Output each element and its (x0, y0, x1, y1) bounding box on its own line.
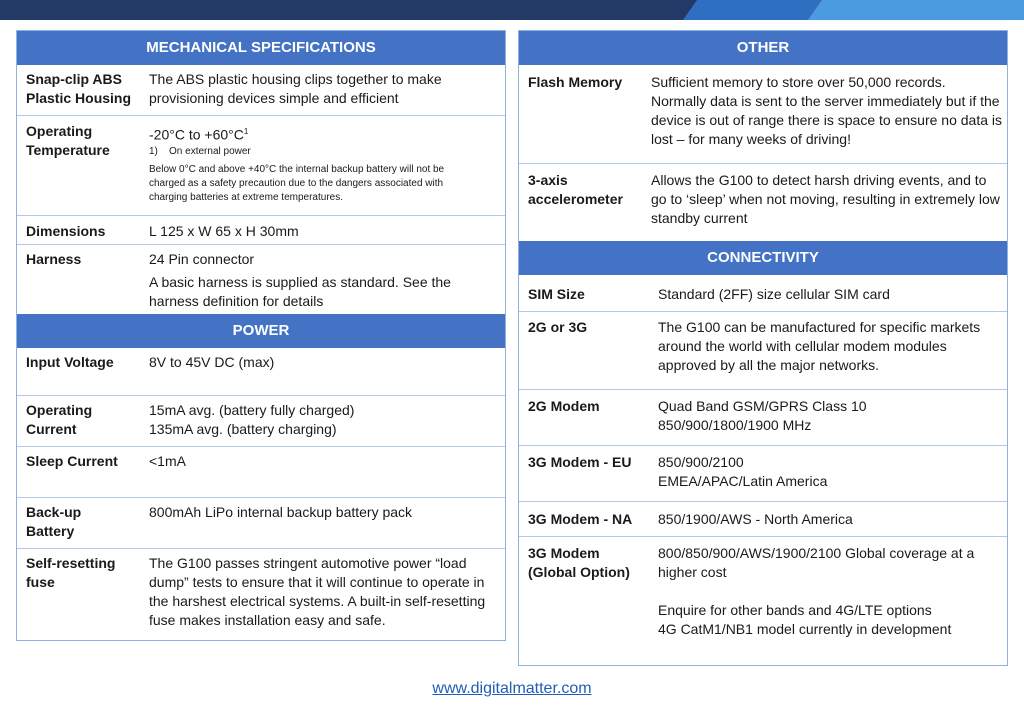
spec-value: Allows the G100 to detect harsh driving events, and to go to ‘sleep’ when not moving, resulting in extremely low standby current (651, 172, 1000, 226)
spec-value: 850/900/1800/1900 MHz (658, 417, 812, 433)
spec-row-3g-modem-eu (519, 445, 1007, 501)
spec-row-2g-3g (519, 311, 1007, 389)
spec-value: Sufficient memory to store over 50,000 records. Normally data is sent to the server immediately but if the device is out of range there is space to ensure no data is lost – for many weeks of driving! (651, 74, 1002, 147)
spec-value: 850/1900/AWS - North America (658, 511, 853, 527)
spec-row-accelerometer (519, 163, 1007, 239)
spec-label: Snap-clip ABS Plastic Housing (26, 71, 132, 106)
left-spec-panel (16, 30, 506, 641)
spec-value: Standard (2FF) size cellular SIM card (658, 286, 890, 302)
spec-row-dimensions (17, 215, 505, 244)
footnote (149, 145, 499, 159)
spec-value (149, 122, 499, 145)
spec-row-sim-size (519, 275, 1007, 311)
banner-accent (683, 0, 827, 20)
spec-value: The G100 passes stringent automotive power “load dump” tests to ensure that it will continue to operate in the harshest electrical systems. A built-in self-resetting fuse makes installation easy and safe. (149, 555, 486, 628)
spec-label: 3G Modem - NA (528, 511, 633, 527)
spec-row-flash-memory (519, 65, 1007, 163)
other-section-header: OTHER (519, 31, 1007, 65)
spec-row-input-voltage (17, 348, 505, 395)
spec-value: <1mA (149, 453, 186, 469)
spec-label: 2G or 3G (528, 319, 588, 335)
connectivity-section-header: CONNECTIVITY (519, 241, 1007, 275)
spec-value: 800/850/900/AWS/1900/2100 Global coverage at a higher cost (658, 545, 975, 580)
spec-value: L 125 x W 65 x H 30mm (149, 223, 299, 239)
spec-label: Input Voltage (26, 354, 114, 370)
spec-label: 2G Modem (528, 398, 600, 414)
website-link[interactable]: www.digitalmatter.com (432, 680, 592, 697)
spec-label: Operating Temperature (26, 123, 110, 158)
top-banner (0, 0, 1024, 20)
spec-row-fuse (17, 548, 505, 641)
footnote-number: 1) (149, 146, 158, 157)
spec-row-3g-modem-na (519, 501, 1007, 536)
spec-value: The G100 can be manufactured for specific markets around the world with cellular modem modules approved by all the major networks. (658, 319, 981, 373)
spec-row-harness (17, 244, 505, 314)
spec-value: 135mA avg. (battery charging) (149, 421, 337, 437)
spec-label: 3G Modem (Global Option) (528, 545, 630, 580)
spec-row-sleep-current (17, 446, 505, 497)
spec-row-3g-modem-global (519, 536, 1007, 666)
spec-value: Quad Band GSM/GPRS Class 10 (658, 398, 867, 414)
mechanical-section-header: MECHANICAL SPECIFICATIONS (17, 31, 505, 65)
spec-label: 3G Modem - EU (528, 454, 632, 470)
spec-label: Self-resetting fuse (26, 555, 116, 590)
banner-accent (808, 0, 1024, 20)
spec-value: 8V to 45V DC (max) (149, 354, 275, 370)
temperature-range: -20°C to +60°C (149, 126, 244, 143)
spec-value: 850/900/2100 (658, 454, 744, 470)
spec-value: 4G CatM1/NB1 model currently in development (658, 621, 952, 637)
spec-label: SIM Size (528, 286, 585, 302)
right-spec-panel (518, 30, 1008, 666)
spec-value: A basic harness is supplied as standard. See the harness definition for details (149, 274, 451, 309)
power-section-header: POWER (17, 314, 505, 348)
spec-label: Harness (26, 251, 82, 267)
spec-value: 15mA avg. (battery fully charged) (149, 402, 355, 418)
spec-row-2g-modem (519, 389, 1007, 445)
spec-label: Back-up Battery (26, 504, 82, 539)
footnote-marker: 1 (243, 127, 249, 136)
spec-label: Sleep Current (26, 453, 118, 469)
spec-value: 800mAh LiPo internal backup battery pack (149, 504, 413, 520)
spec-label: Operating Current (26, 402, 93, 437)
spec-row-backup-battery (17, 497, 505, 548)
spec-value: EMEA/APAC/Latin America (658, 473, 828, 489)
spec-value: Enquire for other bands and 4G/LTE options (658, 602, 932, 618)
footnote-text: On external power (169, 146, 251, 157)
spec-row-operating-current (17, 395, 505, 446)
spec-row-housing (17, 65, 505, 115)
battery-note: Below 0°C and above +40°C the internal backup battery will not be charged as a safety precaution due to the dangers associated with charging batteries at extreme temperatures. (149, 164, 445, 203)
spec-value: The ABS plastic housing clips together to make provisioning devices simple and efficient (149, 71, 442, 106)
spec-value: 24 Pin connector (149, 251, 255, 267)
spec-label: Dimensions (26, 223, 106, 239)
spec-row-temperature (17, 115, 505, 215)
spec-label: 3-axis accelerometer (528, 172, 623, 207)
spec-label: Flash Memory (528, 74, 623, 90)
